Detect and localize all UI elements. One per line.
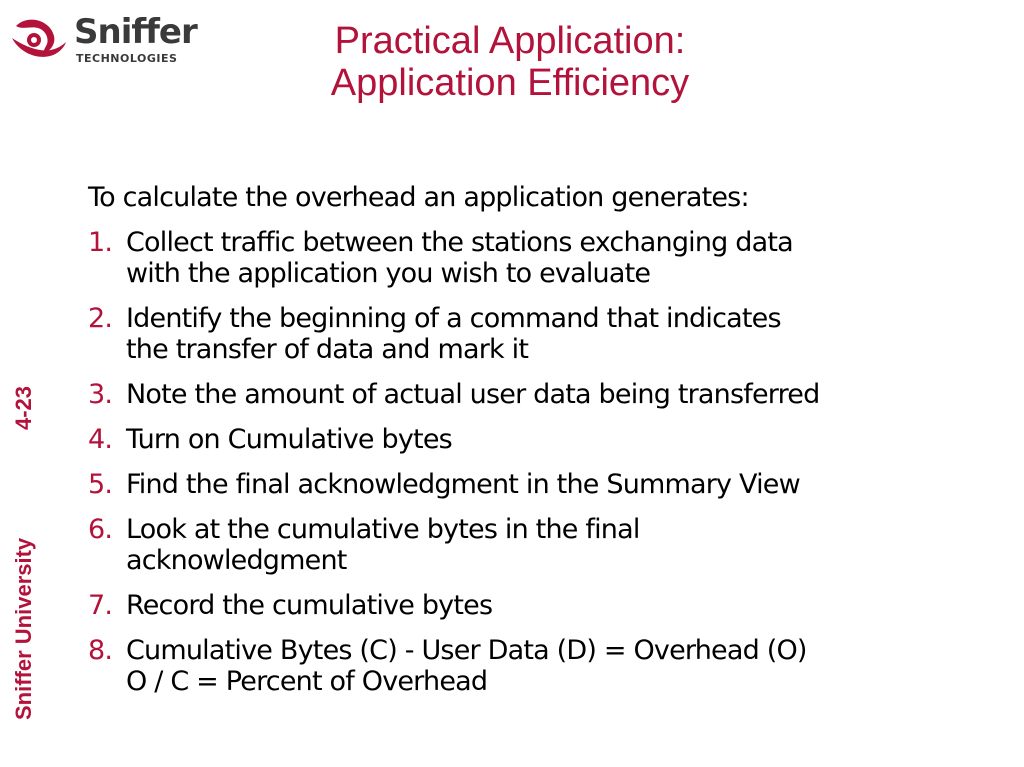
- step-text-line-1: Look at the cumulative bytes in the final: [126, 514, 640, 545]
- list-item: [88, 635, 988, 697]
- steps-list: [88, 227, 988, 697]
- sniffer-logo-icon: [10, 16, 68, 62]
- step-text-line-2: the transfer of data and mark it: [126, 334, 529, 365]
- step-text-line-1: Find the final acknowledgment in the Summary View: [126, 469, 800, 500]
- step-number: 5.: [88, 469, 113, 500]
- step-text-line-2: acknowledgment: [126, 545, 347, 576]
- step-text-line-1: Cumulative Bytes (C) - User Data (D) = Overhead (O): [126, 635, 807, 666]
- list-item: [88, 379, 988, 410]
- step-number: 2.: [88, 303, 113, 334]
- list-item: [88, 303, 988, 365]
- step-text-line-2: with the application you wish to evaluate: [126, 258, 651, 289]
- list-item: [88, 469, 988, 500]
- list-item: [88, 227, 988, 289]
- step-number: 6.: [88, 514, 113, 545]
- slide-body: [88, 182, 988, 711]
- step-text-line-1: Record the cumulative bytes: [126, 590, 493, 621]
- step-number: 1.: [88, 227, 113, 258]
- step-text-line-1: Note the amount of actual user data being transferred: [126, 379, 820, 410]
- side-footer-label: Sniffer University: [11, 537, 36, 720]
- logo-subtitle-text: TECHNOLOGIES: [76, 52, 178, 65]
- step-text-line-1: Collect traffic between the stations exchanging data: [126, 227, 793, 258]
- step-text-line-2: O / C = Percent of Overhead: [126, 666, 488, 697]
- sniffer-logo: [10, 12, 197, 70]
- slide-title-line-1: Practical Application:: [334, 20, 686, 62]
- list-item: [88, 590, 988, 621]
- slide-title-line-2: Application Efficiency: [330, 62, 690, 104]
- slide-title: [290, 20, 730, 104]
- side-footer: [4, 360, 44, 720]
- step-text-line-1: Identify the beginning of a command that indicates: [126, 303, 781, 334]
- page-number: 4-23: [11, 385, 36, 430]
- step-number: 8.: [88, 635, 113, 666]
- intro-text: To calculate the overhead an application generates:: [88, 182, 749, 213]
- step-text-line-1: Turn on Cumulative bytes: [126, 424, 452, 455]
- logo-brand-text: Sniffer: [74, 12, 197, 52]
- step-number: 7.: [88, 590, 113, 621]
- list-item: [88, 514, 988, 576]
- step-number: 3.: [88, 379, 113, 410]
- list-item: [88, 424, 988, 455]
- step-number: 4.: [88, 424, 113, 455]
